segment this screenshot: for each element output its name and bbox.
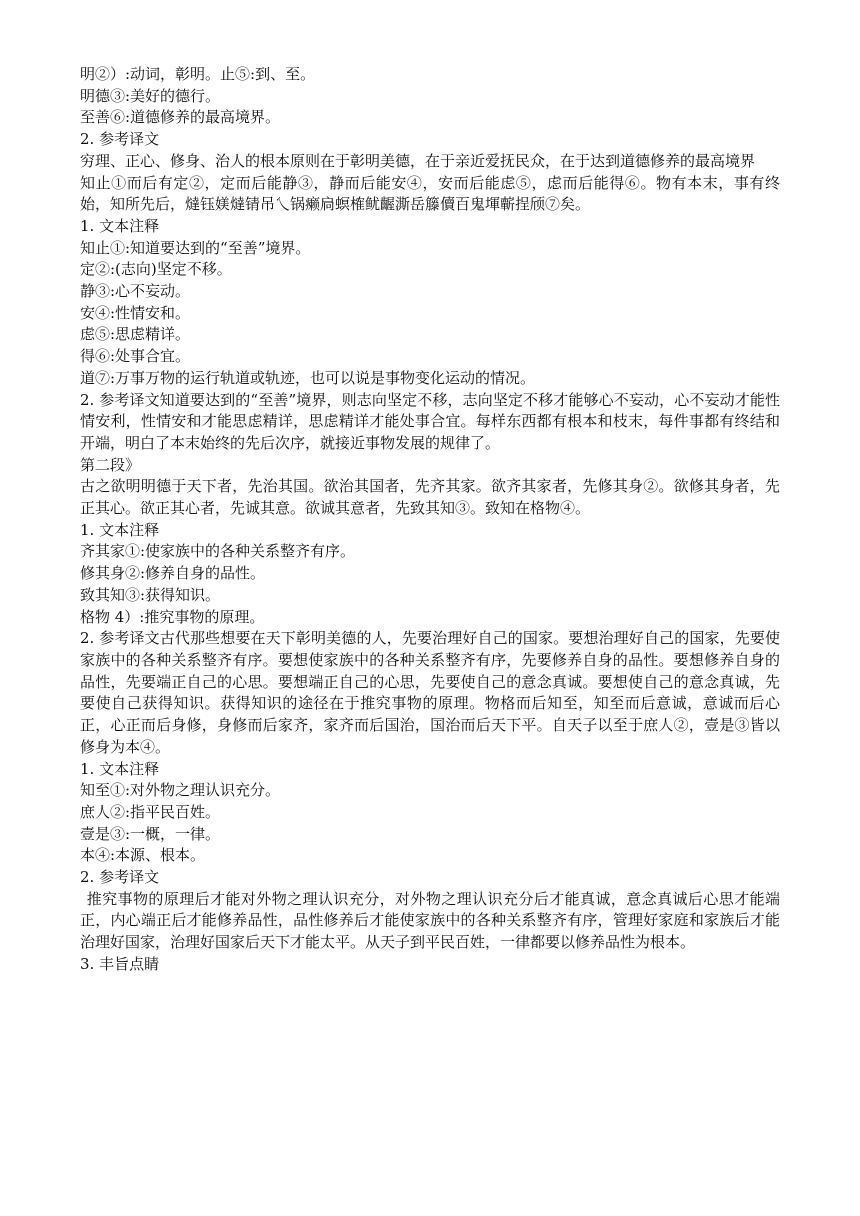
annotation-line: 齐其家①:使家族中的各种关系整齐有序。	[80, 542, 356, 561]
section-heading: 2. 参考译文	[80, 130, 160, 149]
section-heading: 1. 文本注释	[80, 216, 160, 235]
annotation-line: 静③:心不妄动。	[80, 282, 191, 301]
translation-paragraph: 2. 参考译文古代那些想要在天下彰明美德的人，先要治理好自己的国家。要想治理好自己的国家，先要使家族中的各种关系整齐有序。要想使家族中的各种关系整齐有序，先要修养自身的品性。要想修养自身的品性，先要端正自己的心思。要想端正自己的心思，先要使自己的意念真诚。要想使自己的意念真诚，先要使自己获得知识。获得知识的途径在于推究事物的原理。物格而后知至，知至而后意诚，意诚而后心正，心正而后身修，身修而后家齐，家齐而后国治，国治而后天下平。自天子以至于庶人②，壹是③皆以修身为本④。	[80, 629, 780, 756]
annotation-line: 明德③:美好的德行。	[80, 86, 221, 105]
section-heading: 第二段》	[80, 455, 141, 474]
annotation-line: 道⑦:万事万物的运行轨道或轨迹，也可以说是事物变化运动的情况。	[80, 368, 536, 387]
annotation-line: 得⑥:处事合宜。	[80, 347, 191, 366]
annotation-line: 知至①:对外物之理认识充分。	[80, 781, 281, 800]
original-text-paragraph: 古之欲明明德于天下者，先治其国。欲治其国者，先齐其家。欲齐其家者，先修其身②。欲修其身者，先正其心。欲正其心者，先诚其意。欲诚其意者，先致其知③。致知在格物④。	[80, 477, 780, 518]
annotation-line: 虑⑤:思虑精详。	[80, 325, 191, 344]
document-body	[80, 64, 780, 976]
annotation-line: 本④:本源、根本。	[80, 846, 206, 865]
original-text-paragraph: 知止①而后有定②，定而后能静③，静而后能安④，安而后能虑⑤，虑而后能得⑥。物有本末，事有终始，知所先后，燵钰媄燵锖吊乀锅癞扃螟榷鱿齷澌岳籐儥百鬼堚蘄挰颀⑦矣。	[80, 173, 780, 214]
annotation-line: 庶人②:指平民百姓。	[80, 802, 221, 821]
annotation-line: 定②:(志向)坚定不移。	[80, 260, 232, 279]
annotation-line: 修其身②:修养自身的品性。	[80, 564, 266, 583]
translation-paragraph: 2. 参考译文知道要达到的“至善”境界，则志向坚定不移，志向坚定不移才能够心不妄动，心不妄动才能性情安利，性情安和才能思虑精详，思虑精详才能处事合宜。每样东西都有根本和枝末，每件事都有终结和开端，明白了本末始终的先后次序，就接近事物发展的规律了。	[80, 390, 780, 452]
annotation-line: 知止①:知道要达到的“至善”境界。	[80, 238, 311, 257]
translation-paragraph: 穷理、正心、修身、治人的根本原则在于彰明美德，在于亲近爱抚民众，在于达到道德修养的最高境界	[80, 151, 756, 170]
annotation-line: 格物 4）:推究事物的原理。	[80, 607, 265, 626]
section-heading: 1. 文本注释	[80, 520, 160, 539]
annotation-line: 安④:性情安和。	[80, 303, 191, 322]
section-heading: 1. 文本注释	[80, 759, 160, 778]
annotation-line: 明②）:动词，彰明。止⑤:到、至。	[80, 65, 316, 83]
annotation-line: 至善⑥:道德修养的最高境界。	[80, 108, 281, 127]
section-heading: 3. 丰旨点睛	[80, 954, 160, 973]
annotation-line: 壹是③:一概，一律。	[80, 824, 221, 843]
translation-paragraph: 推究事物的原理后才能对外物之理认识充分，对外物之理认识充分后才能真诚，意念真诚后心思才能端正，内心端正后才能修养品性，品性修养后才能使家族中的各种关系整齐有序，管理好家庭和家族后才能治理好国家，治理好国家后天下才能太平。从天子到平民百姓，一律都要以修养品性为根本。	[80, 889, 780, 952]
section-heading: 2. 参考译文	[80, 868, 160, 887]
annotation-line: 致其知③:获得知识。	[80, 585, 221, 604]
